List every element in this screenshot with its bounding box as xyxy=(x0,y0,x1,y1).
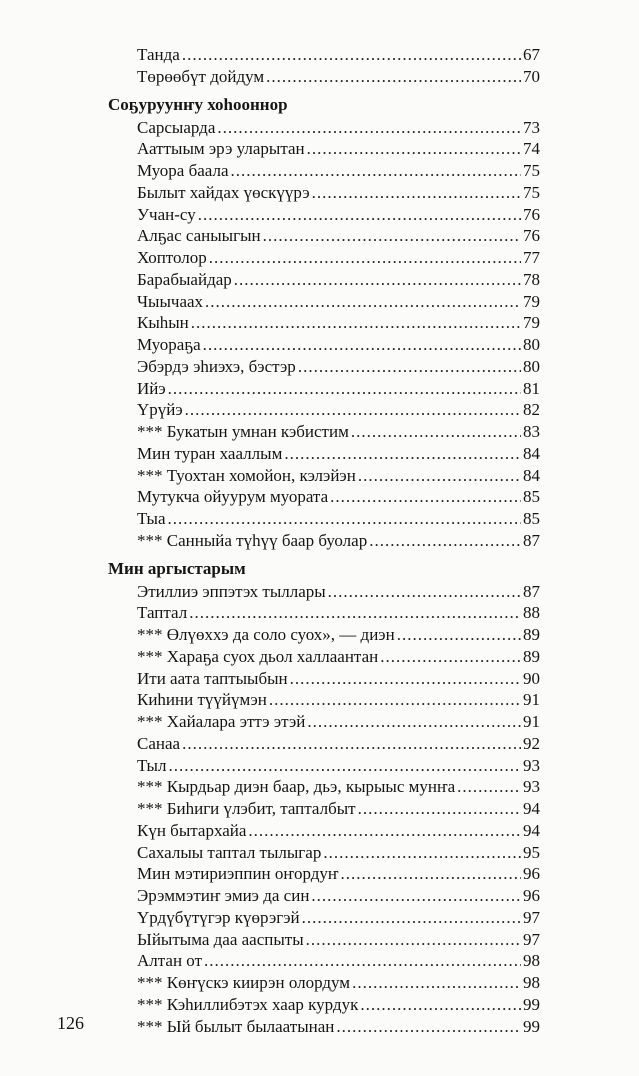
toc-section xyxy=(108,558,540,1038)
entry-page: 98 xyxy=(523,973,540,992)
dot-leader xyxy=(168,508,521,530)
toc-entry xyxy=(108,138,540,160)
toc-entry xyxy=(108,972,540,994)
dot-leader xyxy=(185,399,521,421)
entry-title: *** Хараҕа суох дьол халлаантан xyxy=(137,646,379,666)
toc-entry xyxy=(108,755,540,777)
dot-leader xyxy=(323,842,521,864)
dot-leader xyxy=(204,950,521,972)
entry-page: 73 xyxy=(523,117,540,137)
dot-leader xyxy=(380,646,521,668)
entry-page: 94 xyxy=(523,820,540,840)
dot-leader xyxy=(352,972,521,994)
pre-entries xyxy=(108,44,540,88)
entry-page: 76 xyxy=(523,204,540,224)
toc-entry xyxy=(108,204,540,226)
dot-leader xyxy=(217,117,521,139)
entry-title: *** Хайалара эттэ этэй xyxy=(137,712,306,731)
entry-title: Ыйытыма даа ааспыты xyxy=(137,929,304,949)
page-number: 126 xyxy=(57,1013,84,1033)
toc-entry xyxy=(108,907,540,929)
entry-page: 81 xyxy=(523,378,540,398)
toc-entry xyxy=(108,994,540,1016)
entry-title: Киһини түүйүмэн xyxy=(137,690,267,710)
entry-title: Мин туран хааллым xyxy=(137,443,283,463)
entry-page: 85 xyxy=(523,509,540,528)
dot-leader xyxy=(306,929,521,951)
entry-page: 89 xyxy=(523,646,540,666)
toc-entry xyxy=(108,486,540,508)
entry-page: 93 xyxy=(523,777,540,797)
entry-page: 80 xyxy=(523,335,540,354)
toc-entry xyxy=(108,160,540,182)
toc-entry xyxy=(108,530,540,552)
toc-entry xyxy=(108,66,540,88)
entry-title: Мутукча ойуурум муората xyxy=(137,487,329,507)
entry-title: Үрүйэ xyxy=(137,400,183,420)
entry-title: Таптал xyxy=(137,603,188,623)
entry-page: 97 xyxy=(523,929,540,949)
entry-page: 96 xyxy=(523,886,540,905)
entry-page: 84 xyxy=(523,443,540,463)
entry-page: 85 xyxy=(523,487,540,507)
toc-entry xyxy=(108,950,540,972)
dot-leader xyxy=(360,994,521,1016)
entry-title: Кыһын xyxy=(137,313,189,333)
entry-title: *** Кэһиллибэтэх хаар курдук xyxy=(137,994,359,1014)
entry-title: Эрэммэтиҥ эмиэ да син xyxy=(137,886,310,905)
dot-leader xyxy=(302,907,521,929)
entry-title: Учан-су xyxy=(137,204,196,224)
toc-entry xyxy=(108,269,540,291)
entry-title: Алҕас саныыгын xyxy=(137,226,261,246)
entry-title: Алтан от xyxy=(137,951,202,971)
entry-title: *** Ый былыт былаатынан xyxy=(137,1016,335,1036)
dot-leader xyxy=(284,443,521,465)
toc-entry xyxy=(108,508,540,530)
entry-title: Сахалыы таптал тылыгар xyxy=(137,842,322,862)
entry-title: Күн бытархайа xyxy=(137,820,247,840)
toc-entry xyxy=(108,798,540,820)
toc-entry xyxy=(108,378,540,400)
entry-page: 87 xyxy=(523,530,540,550)
entry-page: 77 xyxy=(523,248,540,267)
entry-title: Мин мэтириэппин оҥордуҥ xyxy=(137,864,339,884)
toc-entry xyxy=(108,291,540,313)
dot-leader xyxy=(168,378,521,400)
toc-entry xyxy=(108,117,540,139)
toc-entry xyxy=(108,776,540,798)
toc-entry xyxy=(108,929,540,951)
entry-title: *** Туохтан хомойон, кэлэйэн xyxy=(137,465,356,485)
dot-leader xyxy=(209,247,521,269)
dot-leader xyxy=(312,182,521,204)
dot-leader xyxy=(263,225,521,247)
entry-page: 83 xyxy=(523,422,540,441)
entry-title: *** Санныйа түһүү баар буолар xyxy=(137,530,368,550)
entry-page: 90 xyxy=(523,668,540,688)
section-title: Мин аргыстарым xyxy=(108,558,246,578)
toc-entry xyxy=(108,581,540,603)
dot-leader xyxy=(328,581,521,603)
dot-leader xyxy=(307,711,521,733)
entry-page: 92 xyxy=(523,733,540,753)
entry-title: Үрдүбүтүгэр күөрэгэй xyxy=(137,907,300,927)
toc-entry xyxy=(108,842,540,864)
entry-title: *** Биһиги үлэбит, тапталбыт xyxy=(137,799,356,818)
entry-title: Хоптолор xyxy=(137,248,207,267)
toc-entry xyxy=(108,312,540,334)
entry-page: 79 xyxy=(523,313,540,333)
entry-page: 84 xyxy=(523,465,540,485)
entry-title: Санаа xyxy=(137,733,181,753)
entry-page: 95 xyxy=(523,842,540,862)
entry-page: 97 xyxy=(523,907,540,927)
entry-title: *** Букатын умнан кэбистим xyxy=(137,422,349,441)
entry-title: Муора баала xyxy=(137,161,229,180)
entry-page: 75 xyxy=(523,182,540,202)
table-of-contents xyxy=(108,44,540,1037)
entry-title: Барабыайдар xyxy=(137,269,232,289)
toc-section xyxy=(108,94,540,552)
toc-entry xyxy=(108,689,540,711)
toc-entry xyxy=(108,334,540,356)
entry-page: 80 xyxy=(523,356,540,376)
toc-entry xyxy=(108,399,540,421)
entry-page: 91 xyxy=(523,690,540,710)
entry-page: 67 xyxy=(523,45,540,64)
toc-entry xyxy=(108,733,540,755)
toc-entry xyxy=(108,820,540,842)
toc-entry xyxy=(108,421,540,443)
entry-title: *** Өлүөххэ да соло суох», — диэн xyxy=(137,625,395,644)
dot-leader xyxy=(330,486,521,508)
entry-title: Сарсыарда xyxy=(137,117,216,137)
dot-leader xyxy=(266,66,521,88)
entry-title: Муораҕа xyxy=(137,335,201,354)
entry-title: Танда xyxy=(137,45,180,64)
toc-entry xyxy=(108,624,540,646)
dot-leader xyxy=(230,160,521,182)
entry-page: 87 xyxy=(523,581,540,601)
toc-entry xyxy=(108,668,540,690)
dot-leader xyxy=(298,356,521,378)
dot-leader xyxy=(203,334,521,356)
dot-leader xyxy=(182,44,521,66)
entry-title: Этиллиэ эппэтэх тыллары xyxy=(137,581,326,601)
toc-entry xyxy=(108,1016,540,1038)
dot-leader xyxy=(358,798,521,820)
section-title: Соҕуруунҥу хоһооннор xyxy=(108,94,288,114)
entry-title: Эбэрдэ эһиэхэ, бэстэр xyxy=(137,356,296,376)
dot-leader xyxy=(168,755,521,777)
entry-title: Ааттыым эрэ уларытан xyxy=(137,139,305,159)
entry-page: 79 xyxy=(523,291,540,311)
dot-leader xyxy=(457,776,521,798)
entry-page: 96 xyxy=(523,864,540,884)
dot-leader xyxy=(182,733,521,755)
toc-entry xyxy=(108,646,540,668)
dot-leader xyxy=(341,863,522,885)
dot-leader xyxy=(290,668,521,690)
entry-title: Ийэ xyxy=(137,378,166,398)
toc-entry xyxy=(108,885,540,907)
dot-leader xyxy=(336,1016,521,1038)
entry-page: 74 xyxy=(523,139,540,159)
entry-page: 93 xyxy=(523,755,540,775)
toc-entry xyxy=(108,863,540,885)
entry-page: 98 xyxy=(523,951,540,971)
entry-page: 76 xyxy=(523,226,540,246)
dot-leader xyxy=(234,269,521,291)
toc-entry xyxy=(108,356,540,378)
entry-title: Төрөөбүт дойдум xyxy=(137,66,265,86)
dot-leader xyxy=(198,204,521,226)
entry-title: Ити аата таптыыбын xyxy=(137,668,288,688)
entry-page: 88 xyxy=(523,603,540,623)
sections xyxy=(108,94,540,1038)
entry-page: 78 xyxy=(523,269,540,289)
toc-entry xyxy=(108,602,540,624)
entry-title: Тыа xyxy=(137,509,166,528)
entry-page: 91 xyxy=(523,712,540,731)
toc-entry xyxy=(108,443,540,465)
dot-leader xyxy=(397,624,521,646)
entry-page: 89 xyxy=(523,625,540,644)
entry-title: *** Кырдьар диэн баар, дьэ, кырыыс мунҥа xyxy=(137,777,456,797)
toc-entry xyxy=(108,182,540,204)
entry-title: Былыт хайдах үөскүүрэ xyxy=(137,182,310,202)
dot-leader xyxy=(358,465,521,487)
dot-leader xyxy=(248,820,521,842)
entry-title: Тыл xyxy=(137,755,167,775)
entry-page: 94 xyxy=(523,799,540,818)
toc-entry xyxy=(108,44,540,66)
dot-leader xyxy=(269,689,521,711)
dot-leader xyxy=(189,602,521,624)
dot-leader xyxy=(307,138,521,160)
dot-leader xyxy=(311,885,521,907)
entry-page: 82 xyxy=(523,400,540,420)
toc-entry xyxy=(108,465,540,487)
dot-leader xyxy=(369,530,521,552)
dot-leader xyxy=(191,312,521,334)
entry-page: 70 xyxy=(523,66,540,86)
toc-entry xyxy=(108,225,540,247)
toc-entry xyxy=(108,247,540,269)
dot-leader xyxy=(205,291,521,313)
entry-page: 99 xyxy=(523,1016,540,1036)
entry-title: *** Көҥүскэ киирэн олордум xyxy=(137,973,351,992)
dot-leader xyxy=(351,421,521,443)
entry-page: 75 xyxy=(523,161,540,180)
entry-page: 99 xyxy=(523,994,540,1014)
entry-title: Чыычаах xyxy=(137,291,204,311)
toc-entry xyxy=(108,711,540,733)
